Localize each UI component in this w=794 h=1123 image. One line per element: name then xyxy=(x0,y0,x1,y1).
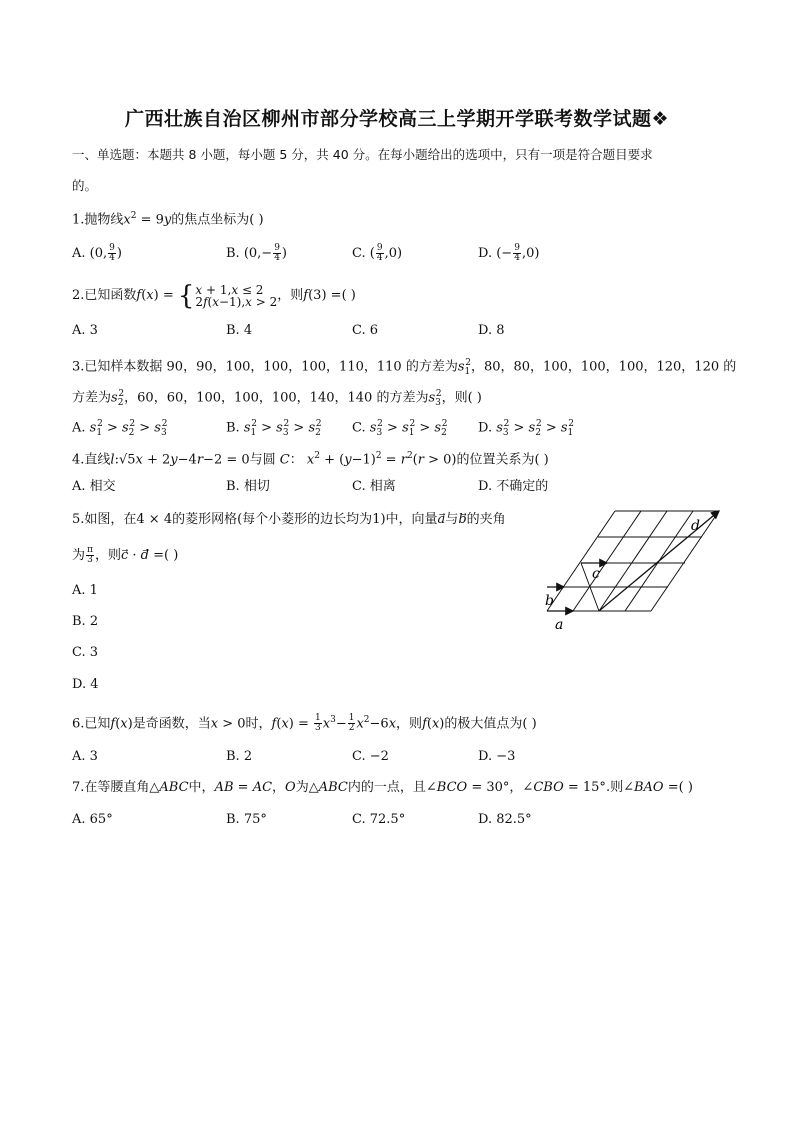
question-4: 4.直线l:√5x + 2y−4r−2 = 0与圆 C： $x^2 + (y-1)^2 = r^2(r > 0)$的位置关系为( ) xyxy=(72,451,549,468)
q6-option-b[interactable]: B. 2 xyxy=(226,749,253,764)
q4-option-a[interactable]: A. 相交 xyxy=(72,479,116,494)
q5-option-d[interactable]: D. 4 xyxy=(72,677,99,692)
q2-option-b[interactable]: B. 4 xyxy=(226,323,253,338)
q5-option-b[interactable]: B. 2 xyxy=(72,614,99,629)
rhombus-grid-figure xyxy=(535,505,735,635)
question-1: 1.抛物线$x^2 = 9y$的焦点坐标为( ) xyxy=(72,211,264,228)
q6-option-c[interactable]: C. −2 xyxy=(352,749,389,764)
q2-suffix: ，则 xyxy=(277,288,304,303)
question-5-line2: 为 $\frac{\pi}{3}$ ，则c⃗ · d⃗ =( ) xyxy=(72,545,179,565)
q1-suffix: 的焦点坐标为( ) xyxy=(171,212,264,228)
q5-option-a[interactable]: A. 1 xyxy=(72,583,98,598)
q1-option-d[interactable]: D. (− $\frac{9}{4}$ ,0) xyxy=(478,243,540,263)
q6-option-d[interactable]: D. −3 xyxy=(478,749,516,764)
fig-label-c: c xyxy=(592,566,600,582)
question-2: 2.已知函数 f ( x ) = { x + 1,x ≤ 2 2f(x−1),x > 2 ，则 f (3) = ( ) xyxy=(72,281,356,311)
fig-label-b: b xyxy=(545,593,554,609)
question-3-line2: 方差为$s_2^2$，60，60，100，100，100，140，140 的方差为$s_3^2$，则( ) xyxy=(72,389,482,408)
q2-end: ( ) xyxy=(341,288,356,303)
q3-option-b[interactable]: B. $s_1^2 > s_3^2 > s_2^2$ xyxy=(226,419,322,438)
q1-option-c[interactable]: C. ( $\frac{9}{4}$ ,0) xyxy=(352,243,403,263)
q7-option-c[interactable]: C. 72.5° xyxy=(352,812,406,827)
question-6: 6.已知f(x)是奇函数，当x > 0时，f(x) = $\frac{1}{3}$ $x^3-$ $\frac{1}{2}$ $x^2-6x$，则f(x)的极大值点为( ) xyxy=(72,713,537,734)
q6-option-a[interactable]: A. 3 xyxy=(72,749,98,764)
q7-option-d[interactable]: D. 82.5° xyxy=(478,812,532,827)
q5-option-c[interactable]: C. 3 xyxy=(72,645,99,660)
q4-option-c[interactable]: C. 相离 xyxy=(352,479,396,494)
q7-option-b[interactable]: B. 75° xyxy=(226,812,267,827)
q3-option-a[interactable]: A. $s_1^2 > s_2^2 > s_3^2$ xyxy=(72,419,168,438)
fig-label-a: a xyxy=(555,617,564,633)
q1-option-a[interactable]: A. (0, $\frac{9}{4}$ ) xyxy=(72,243,122,263)
fig-label-d: d xyxy=(691,518,700,534)
question-7: 7.在等腰直角△ABC中，AB = AC，O为△ABC内的一点，且∠BCO = 30°，∠CBO = 15°.则∠BAO =( ) xyxy=(72,780,693,795)
q2-option-a[interactable]: A. 3 xyxy=(72,323,98,338)
q7-option-a[interactable]: A. 65° xyxy=(72,812,113,827)
section-header-line2: 的。 xyxy=(72,178,98,193)
question-5-line1: 5.如图，在4 × 4的菱形网格(每个小菱形的边长均为1)中，向量a与b的夹角 xyxy=(72,512,506,527)
q2-option-d[interactable]: D. 8 xyxy=(478,323,505,338)
question-3-line1: 3.已知样本数据 90，90，100，100，100，110，110 的方差为$s_1^2$，80，80，100，100，100，120，120 的 xyxy=(72,358,737,377)
q2-option-c[interactable]: C. 6 xyxy=(352,323,379,338)
q4-option-b[interactable]: B. 相切 xyxy=(226,479,270,494)
q4-option-d[interactable]: D. 不确定的 xyxy=(478,479,549,494)
q1-prefix: 1.抛物线 xyxy=(72,212,124,228)
q3-option-c[interactable]: C. $s_3^2 > s_1^2 > s_2^2$ xyxy=(352,419,448,438)
exam-title: 广西壮族自治区柳州市部分学校高三上学期开学联考数学试题❖ xyxy=(124,108,670,130)
q2-prefix: 2.已知函数 xyxy=(72,288,137,303)
q1-option-b[interactable]: B. (0,− $\frac{9}{4}$ ) xyxy=(226,243,287,263)
q3-option-d[interactable]: D. $s_3^2 > s_2^2 > s_1^2$ xyxy=(478,419,574,438)
section-header-line1: 一、单选题：本题共 8 小题，每小题 5 分，共 40 分。在每小题给出的选项中，只有一项是符合题目要求 xyxy=(72,147,653,162)
